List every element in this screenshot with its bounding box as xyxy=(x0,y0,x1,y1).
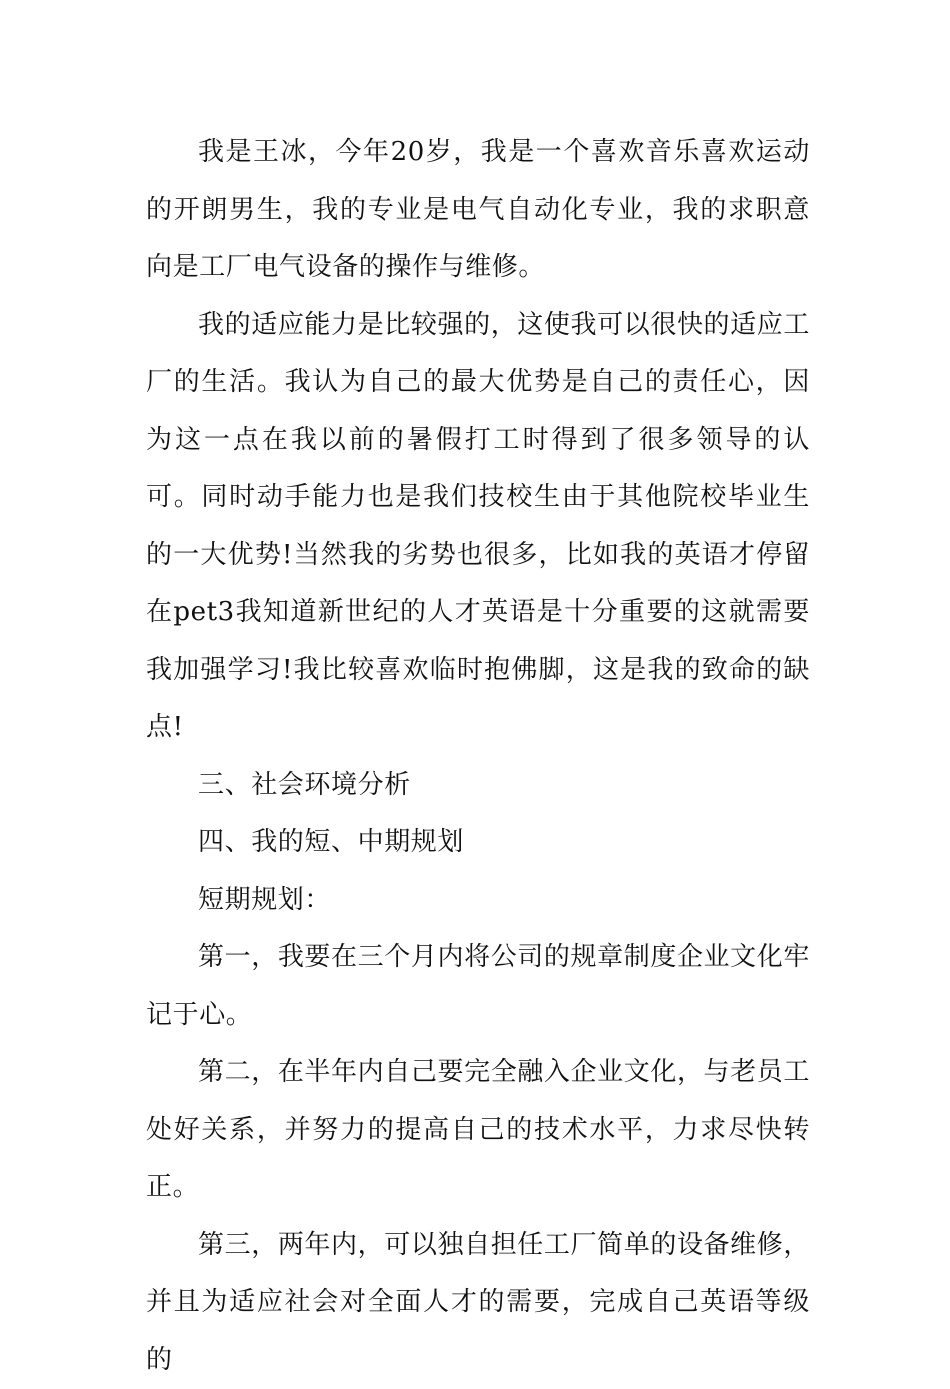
paragraph-plan-first: 第一，我要在三个月内将公司的规章制度企业文化牢记于心。 xyxy=(146,929,810,1044)
heading-short-term-plan: 短期规划： xyxy=(146,872,810,930)
document-body xyxy=(146,124,810,1389)
heading-short-mid-plan: 四、我的短、中期规划 xyxy=(146,814,810,872)
paragraph-intro: 我是王冰，今年20岁，我是一个喜欢音乐喜欢运动的开朗男生，我的专业是电气自动化专业，我的求职意向是工厂电气设备的操作与维修。 xyxy=(146,124,810,297)
heading-social-environment: 三、社会环境分析 xyxy=(146,757,810,815)
paragraph-plan-third: 第三，两年内，可以独自担任工厂简单的设备维修，并且为适应社会对全面人才的需要，完成自己英语等级的 xyxy=(146,1217,810,1389)
paragraph-plan-second: 第二，在半年内自己要完全融入企业文化，与老员工处好关系，并努力的提高自己的技术水平，力求尽快转正。 xyxy=(146,1044,810,1217)
paragraph-self-analysis: 我的适应能力是比较强的，这使我可以很快的适应工厂的生活。我认为自己的最大优势是自己的责任心，因为这一点在我以前的暑假打工时得到了很多领导的认可。同时动手能力也是我们技校生由于其他院校毕业生的一大优势!当然我的劣势也很多，比如我的英语才停留在pet3我知道新世纪的人才英语是十分重要的这就需要我加强学习!我比较喜欢临时抱佛脚，这是我的致命的缺点! xyxy=(146,297,810,757)
